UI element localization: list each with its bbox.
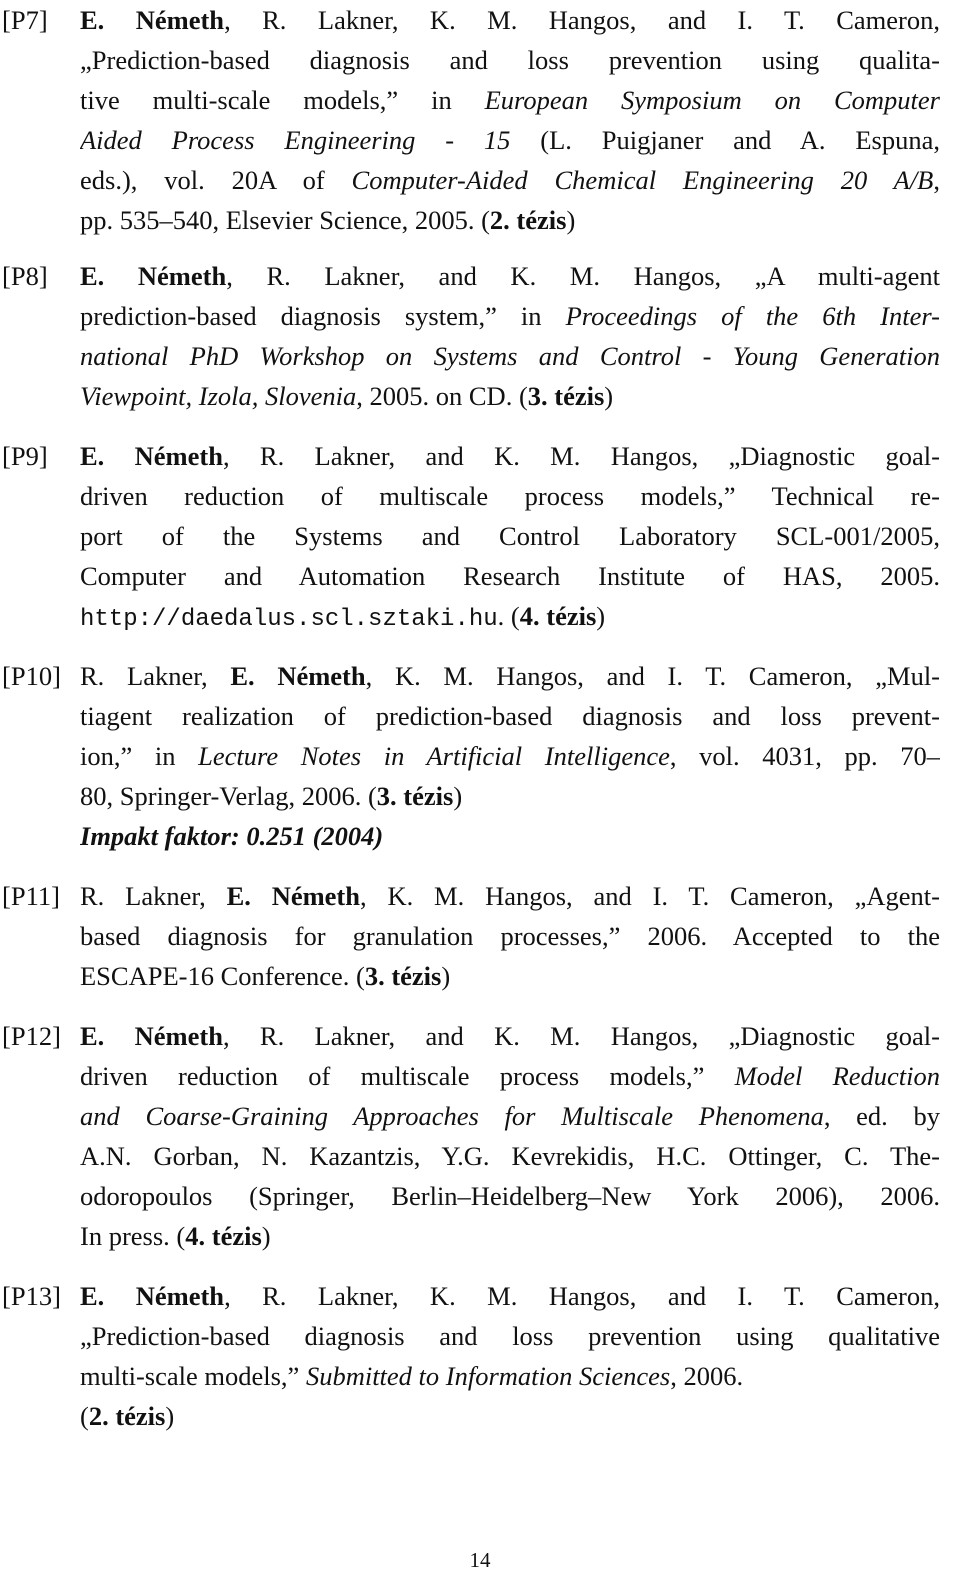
text-segment: driven reduction of multiscale process models,” — [80, 1061, 735, 1091]
bib-entry-line — [80, 436, 940, 476]
bib-entry-text — [80, 256, 940, 416]
italic-text: Model Reduction — [734, 1061, 940, 1091]
text-segment: ) — [441, 961, 451, 991]
italic-text: Proceedings of the 6th Inter- — [565, 301, 940, 331]
bib-entry-line — [80, 296, 940, 336]
bold-text: E. Németh — [80, 261, 227, 291]
text-segment: , R. Lakner, and K. M. Hangos, „Diagnostic goal- — [222, 1021, 940, 1051]
bib-entry-line — [80, 916, 940, 956]
text-segment: tive multi-scale models,” in — [80, 85, 485, 115]
bold-text: E. Németh — [80, 1021, 223, 1051]
text-segment: , R. Lakner, and K. M. Hangos, „A multi-agent — [226, 261, 940, 291]
bold-text: 3. tézis — [527, 381, 605, 411]
text-segment: , 2006. — [670, 1361, 744, 1391]
bold-text: 2. tézis — [88, 1401, 166, 1431]
text-segment: driven reduction of multiscale process models,” Technical re- — [80, 481, 940, 511]
bib-entry-line — [80, 816, 940, 856]
bib-entry-line — [80, 120, 940, 160]
bib-entry-tag: [P12] — [2, 1021, 61, 1051]
italic-text: and Coarse-Graining Approaches for Multiscale Phenomena — [80, 1101, 824, 1131]
text-segment: ) — [566, 205, 576, 235]
bib-entry-line — [80, 336, 940, 376]
impact-factor-text: Impakt faktor: 0.251 (2004) — [80, 821, 384, 851]
text-segment: , R. Lakner, K. M. Hangos, and I. T. Cameron, — [224, 1281, 940, 1311]
bib-entry-tag: [P10] — [2, 661, 61, 691]
bib-entry-line — [80, 1096, 940, 1136]
text-segment: „Prediction-based diagnosis and loss prevention using qualitative — [80, 1321, 940, 1351]
italic-text: Aided Process Engineering - 15 — [80, 125, 511, 155]
text-segment: , 2005. on CD. ( — [356, 381, 528, 411]
text-segment: Computer and Automation Research Institute of HAS, 2005. — [80, 561, 940, 591]
bib-entry-tag: [P13] — [2, 1281, 61, 1311]
bib-entry-line — [80, 80, 940, 120]
text-segment: based diagnosis for granulation processes,” 2006. Accepted to the — [80, 921, 940, 951]
text-segment: ) — [165, 1401, 175, 1431]
text-segment: port of the Systems and Control Laboratory SCL-001/2005, — [80, 521, 940, 551]
bib-entry-line — [80, 596, 940, 636]
bib-entry-line — [80, 40, 940, 80]
bib-entry-line — [80, 200, 940, 240]
bib-entry-line — [80, 656, 940, 696]
bib-entry-tag: [P8] — [2, 261, 48, 291]
bold-text: E. Németh — [226, 881, 360, 911]
bib-entry-line — [80, 160, 940, 200]
text-segment: ) — [261, 1221, 271, 1251]
bib-entry-line — [80, 516, 940, 556]
text-segment: ion,” in — [80, 741, 199, 771]
text-segment: ) — [453, 781, 463, 811]
bib-entry-line — [80, 0, 940, 40]
bib-entry-line — [80, 1176, 940, 1216]
italic-text: Lecture Notes in Artificial Intelligence — [198, 741, 670, 771]
bib-entry-line — [80, 1136, 940, 1176]
text-segment: pp. 535–540, Elsevier Science, 2005. ( — [80, 205, 490, 235]
url-text: http://daedalus.scl.sztaki.hu — [80, 606, 498, 633]
bib-entry-text — [80, 656, 940, 856]
text-segment: , R. Lakner, and K. M. Hangos, „Diagnostic goal- — [222, 441, 940, 471]
bib-entry-line — [80, 876, 940, 916]
bib-entry-text — [80, 1016, 940, 1256]
bib-entry-line — [80, 256, 940, 296]
bib-entry-tag: [P7] — [2, 5, 48, 35]
text-segment: „Prediction-based diagnosis and loss prevention using qualita- — [80, 45, 940, 75]
text-segment: 80, Springer-Verlag, 2006. ( — [80, 781, 377, 811]
text-segment: , K. M. Hangos, and I. T. Cameron, „Mul- — [365, 661, 940, 691]
bib-entry-line — [80, 1216, 940, 1256]
bib-entry-line — [80, 1356, 940, 1396]
bib-entry-line — [80, 776, 940, 816]
bold-text: E. Németh — [80, 441, 223, 471]
bib-entry-text — [80, 0, 940, 240]
page-number: 14 — [469, 1548, 491, 1572]
bib-entry-line — [80, 476, 940, 516]
bold-text: 2. tézis — [489, 205, 567, 235]
text-segment: (L. Puigjaner and A. Espuna, — [510, 125, 940, 155]
bib-entry-text — [80, 876, 940, 996]
bib-entry-line — [80, 1396, 940, 1436]
text-segment: ESCAPE-16 Conference. ( — [80, 961, 365, 991]
italic-text: national PhD Workshop on Systems and Control - Young Generation — [80, 341, 940, 371]
bold-text: E. Németh — [80, 1281, 225, 1311]
bib-entry-text — [80, 1276, 940, 1436]
text-segment: multi-scale models,” — [80, 1361, 306, 1391]
text-segment: R. Lakner, — [80, 881, 227, 911]
italic-text: Submitted to Information Sciences — [305, 1361, 671, 1391]
text-segment: eds.), vol. 20A of — [80, 165, 352, 195]
bib-entry-line — [80, 556, 940, 596]
italic-text: Computer-Aided Chemical Engineering 20 A/B — [351, 165, 934, 195]
text-segment: R. Lakner, — [80, 661, 231, 691]
bib-entry-tag: [P9] — [2, 441, 48, 471]
text-segment: A.N. Gorban, N. Kazantzis, Y.G. Kevrekidis, H.C. Ottinger, C. The- — [80, 1141, 940, 1171]
bib-entry-line — [80, 1016, 940, 1056]
bib-entry-line — [80, 956, 940, 996]
bib-entry-line — [80, 736, 940, 776]
text-segment: , — [933, 165, 940, 195]
bold-text: E. Németh — [80, 5, 225, 35]
text-segment: ) — [604, 381, 614, 411]
text-segment: ( — [80, 1401, 89, 1431]
bold-text: 4. tézis — [185, 1221, 262, 1251]
bib-entry-line — [80, 1056, 940, 1096]
bib-entry-text — [80, 436, 940, 636]
text-segment: , K. M. Hangos, and I. T. Cameron, „Agent- — [360, 881, 940, 911]
bib-entry-line — [80, 1316, 940, 1356]
bib-entry-line — [80, 696, 940, 736]
bold-text: E. Németh — [230, 661, 366, 691]
text-segment: , ed. by — [823, 1101, 940, 1131]
text-segment: ) — [596, 601, 606, 631]
text-segment: , R. Lakner, K. M. Hangos, and I. T. Cameron, — [224, 5, 940, 35]
text-segment: prediction-based diagnosis system,” in — [80, 301, 566, 331]
bold-text: 3. tézis — [376, 781, 454, 811]
bold-text: 3. tézis — [364, 961, 442, 991]
text-segment: In press. ( — [80, 1221, 186, 1251]
italic-text: Viewpoint, Izola, Slovenia — [80, 381, 357, 411]
bold-text: 4. tézis — [519, 601, 597, 631]
text-segment: odoropoulos (Springer, Berlin–Heidelberg–New York 2006), 2006. — [80, 1181, 940, 1211]
italic-text: European Symposium on Computer — [484, 85, 940, 115]
text-segment: , vol. 4031, pp. 70– — [669, 741, 940, 771]
text-segment: tiagent realization of prediction-based diagnosis and loss prevent- — [80, 701, 940, 731]
bib-entry-line — [80, 1276, 940, 1316]
bib-entry-tag: [P11] — [2, 881, 60, 911]
text-segment: . ( — [497, 601, 520, 631]
bib-entry-line — [80, 376, 940, 416]
